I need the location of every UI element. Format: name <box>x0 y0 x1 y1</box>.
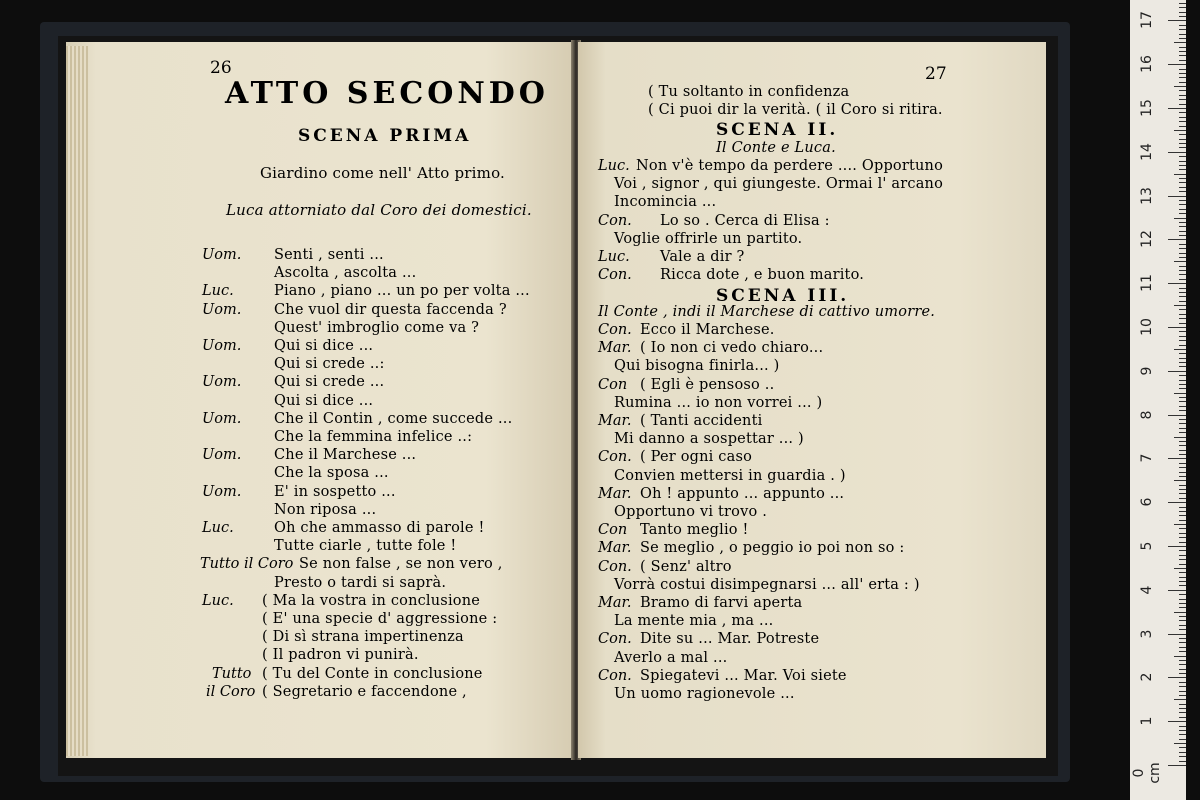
dialogue-line: Qui si dice ... <box>274 392 374 409</box>
ruler-tick <box>1179 139 1186 140</box>
ruler-tick <box>1179 537 1186 538</box>
ruler-tick <box>1179 673 1186 674</box>
ruler-tick <box>1179 410 1186 411</box>
dialogue-line: Vorrà costui disimpegnarsi ... all' erta : ) <box>614 576 920 593</box>
ruler-number: 3 <box>1139 629 1155 639</box>
ruler-tick <box>1179 38 1186 39</box>
ruler-tick <box>1179 3 1186 4</box>
ruler-tick <box>1179 51 1186 52</box>
ruler-tick <box>1179 331 1186 332</box>
dialogue-line: ( Io non ci vedo chiaro... <box>640 340 824 357</box>
ruler-tick <box>1179 161 1186 162</box>
scene-3-title: SCENA III. <box>716 286 850 306</box>
ruler-number: 17 <box>1139 11 1155 30</box>
ruler-tick <box>1168 327 1186 328</box>
ruler-number: 6 <box>1139 497 1155 507</box>
ruler-tick <box>1179 200 1186 201</box>
scene-title: SCENA PRIMA <box>298 126 472 146</box>
ruler-number: 4 <box>1139 585 1155 595</box>
act-title: ATTO SECONDO <box>225 76 549 111</box>
ruler-tick <box>1179 747 1186 748</box>
ruler-tick <box>1179 209 1186 210</box>
dialogue-line: Un uomo ragionevole ... <box>614 686 795 702</box>
ruler-tick <box>1179 47 1186 48</box>
ruler-tick <box>1179 428 1186 429</box>
ruler-tick <box>1168 765 1186 766</box>
dialogue-line: ( Ci puoi dir la verità. ( il Coro si ritira. <box>648 102 943 118</box>
dialogue-line: Se meglio , o peggio io poi non so : <box>640 540 905 557</box>
ruler-tick <box>1174 568 1186 569</box>
dialogue-line: Tanto meglio ! <box>640 522 749 539</box>
ruler-tick <box>1168 634 1186 635</box>
scene-2-title: SCENA II. <box>716 120 839 140</box>
ruler-tick <box>1168 502 1186 503</box>
dialogue-line: Spiegatevi ... Mar. Voi siete <box>640 667 847 684</box>
ruler-tick <box>1179 450 1186 451</box>
ruler-tick <box>1168 721 1186 722</box>
ruler-tick <box>1179 603 1186 604</box>
ruler-tick <box>1179 441 1186 442</box>
scene-3-direction: Il Conte , indi il Marchese di cattivo umorre. <box>598 304 936 320</box>
ruler-tick <box>1168 371 1186 372</box>
ruler-tick <box>1179 121 1186 122</box>
dialogue-line: Ricca dote , e buon marito. <box>660 267 865 284</box>
ruler-number: 5 <box>1139 541 1155 551</box>
ruler-tick <box>1179 187 1186 188</box>
ruler-tick <box>1179 235 1186 236</box>
dialogue-line: Piano , piano ... un po per volta ... <box>274 283 530 300</box>
dialogue-line: Che vuol dir questa faccenda ? <box>274 301 507 318</box>
ruler-tick <box>1179 454 1186 455</box>
ruler-tick <box>1179 301 1186 302</box>
dialogue-line: ( Egli è pensoso .. <box>640 376 775 393</box>
ruler-tick <box>1179 82 1186 83</box>
ruler-tick <box>1179 112 1186 113</box>
ruler-tick <box>1179 178 1186 179</box>
speaker-label: Mar. <box>598 413 632 429</box>
dialogue-line: ( Tanti accidenti <box>640 413 763 429</box>
ruler-tick <box>1179 204 1186 205</box>
ruler-tick <box>1179 555 1186 556</box>
ruler-tick <box>1179 511 1186 512</box>
ruler-tick <box>1168 20 1186 21</box>
ruler-tick <box>1168 196 1186 197</box>
ruler-tick <box>1179 550 1186 551</box>
ruler-number: 9 <box>1139 366 1155 376</box>
ruler-tick <box>1179 380 1186 381</box>
ruler-tick <box>1179 226 1186 227</box>
ruler-tick <box>1174 305 1186 306</box>
ruler-tick <box>1168 546 1186 547</box>
ruler-tick <box>1179 542 1186 543</box>
ruler-tick <box>1179 712 1186 713</box>
dialogue-line: ( Tu soltanto in confidenza <box>648 84 850 100</box>
ruler-tick <box>1179 686 1186 687</box>
speaker-label: Tutto <box>212 665 252 682</box>
ruler-tick <box>1179 559 1186 560</box>
dialogue-line: Averlo a mal ... <box>614 649 728 666</box>
dialogue-line: Ascolta , ascolta ... <box>274 265 417 282</box>
ruler-tick <box>1179 485 1186 486</box>
speaker-label: Luc. <box>202 592 234 609</box>
speaker-label: Mar. <box>598 340 632 357</box>
ruler-number: 12 <box>1139 230 1155 249</box>
ruler-tick <box>1179 664 1186 665</box>
ruler-tick <box>1179 90 1186 91</box>
ruler-number: 13 <box>1139 186 1155 205</box>
ruler-tick <box>1179 717 1186 718</box>
dialogue-line: ( Il padron vi punirà. <box>262 647 419 664</box>
ruler-tick <box>1179 362 1186 363</box>
ruler-number: 2 <box>1139 672 1155 682</box>
ruler-tick <box>1179 60 1186 61</box>
ruler-tick <box>1179 384 1186 385</box>
ruler-tick <box>1179 734 1186 735</box>
dialogue-line: Qui si crede ..: <box>274 356 385 373</box>
dialogue-line: Che il Marchese ... <box>274 447 417 464</box>
ruler-tick <box>1174 42 1186 43</box>
dialogue-line: Che la sposa ... <box>274 465 389 482</box>
ruler-tick <box>1174 743 1186 744</box>
ruler-tick <box>1174 349 1186 350</box>
speaker-label: Con. <box>598 667 632 684</box>
ruler-tick <box>1179 616 1186 617</box>
ruler-tick <box>1179 577 1186 578</box>
ruler-tick <box>1179 585 1186 586</box>
ruler-number: 11 <box>1139 274 1155 293</box>
ruler-tick <box>1174 699 1186 700</box>
ruler-tick <box>1179 445 1186 446</box>
ruler-tick <box>1174 393 1186 394</box>
ruler-tick <box>1179 708 1186 709</box>
ruler-tick <box>1179 625 1186 626</box>
dialogue-line: Qui bisogna finirla... ) <box>614 358 780 375</box>
speaker-label: Con <box>598 376 628 393</box>
ruler-tick <box>1179 7 1186 8</box>
ruler-tick <box>1179 244 1186 245</box>
ruler-tick <box>1174 86 1186 87</box>
ruler-tick <box>1179 476 1186 477</box>
ruler-tick <box>1179 126 1186 127</box>
ruler-tick <box>1179 165 1186 166</box>
speaker-label: Con <box>598 522 628 539</box>
ruler-tick <box>1174 656 1186 657</box>
ruler-tick <box>1179 191 1186 192</box>
scene-setting: Giardino come nell' Atto primo. <box>260 164 506 182</box>
measurement-ruler <box>1130 0 1186 800</box>
dialogue-line: Voglie offrirle un partito. <box>614 230 803 247</box>
speaker-label: Uom. <box>202 447 242 464</box>
ruler-tick <box>1174 261 1186 262</box>
dialogue-line: Presto o tardi si saprà. <box>274 574 447 591</box>
ruler-tick <box>1179 270 1186 271</box>
ruler-tick <box>1179 279 1186 280</box>
dialogue-line: Qui si dice ... <box>274 338 374 354</box>
ruler-number: 15 <box>1139 99 1155 117</box>
dialogue-line: Oh ! appunto ... appunto ... <box>640 485 845 502</box>
ruler-tick <box>1179 756 1186 757</box>
ruler-number: 1 <box>1139 716 1155 726</box>
dialogue-line: Se non false , se non vero , <box>299 556 503 573</box>
ruler-tick <box>1179 169 1186 170</box>
ruler-tick <box>1179 507 1186 508</box>
ruler-tick <box>1179 156 1186 157</box>
speaker-label: Con. <box>598 212 632 229</box>
speaker-label: Luc. <box>598 158 630 174</box>
ruler-tick <box>1179 147 1186 148</box>
ruler-tick <box>1168 239 1186 240</box>
ruler-tick <box>1179 638 1186 639</box>
ruler-tick <box>1179 594 1186 595</box>
dialogue-line: Rumina ... io non vorrei ... ) <box>614 394 823 411</box>
ruler-tick <box>1179 318 1186 319</box>
ruler-tick <box>1179 314 1186 315</box>
ruler-tick <box>1179 498 1186 499</box>
ruler-tick <box>1174 218 1186 219</box>
ruler-tick <box>1179 423 1186 424</box>
ruler-tick <box>1179 345 1186 346</box>
ruler-tick <box>1179 647 1186 648</box>
dialogue-line: Qui si crede ... <box>274 374 385 391</box>
ruler-tick <box>1179 213 1186 214</box>
ruler-tick <box>1179 288 1186 289</box>
speaker-label: Con. <box>598 449 632 466</box>
ruler-tick <box>1179 620 1186 621</box>
ruler-tick <box>1179 419 1186 420</box>
speaker-label: Uom. <box>202 338 242 354</box>
dialogue-line: ( Per ogni caso <box>640 449 753 466</box>
ruler-number: 7 <box>1139 453 1155 463</box>
dialogue-line: ( Tu del Conte in conclusione <box>262 665 483 682</box>
ruler-zero-label: 0 cm <box>1131 762 1163 784</box>
ruler-tick <box>1168 152 1186 153</box>
dialogue-line: Quest' imbroglio come va ? <box>274 319 480 336</box>
ruler-tick <box>1179 77 1186 78</box>
ruler-tick <box>1179 695 1186 696</box>
dialogue-line: La mente mia , ma ... <box>614 613 774 630</box>
ruler-tick <box>1179 248 1186 249</box>
ruler-tick <box>1179 336 1186 337</box>
ruler-tick <box>1179 669 1186 670</box>
page-edges <box>66 46 88 756</box>
ruler-tick <box>1179 104 1186 105</box>
ruler-tick <box>1179 95 1186 96</box>
ruler-tick <box>1174 524 1186 525</box>
dialogue-line: ( E' una specie d' aggressione : <box>262 611 498 627</box>
ruler-tick <box>1179 222 1186 223</box>
ruler-number: 8 <box>1139 410 1155 420</box>
ruler-tick <box>1179 73 1186 74</box>
ruler-tick <box>1179 99 1186 100</box>
ruler-tick <box>1179 274 1186 275</box>
ruler-tick <box>1179 16 1186 17</box>
ruler-tick <box>1168 458 1186 459</box>
speaker-label: Con. <box>598 322 632 338</box>
ruler-tick <box>1179 358 1186 359</box>
ruler-tick <box>1179 489 1186 490</box>
speaker-label: Luc. <box>202 283 234 300</box>
speaker-label: Uom. <box>202 301 242 318</box>
right-page-number: 27 <box>925 64 947 84</box>
ruler-tick <box>1179 117 1186 118</box>
ruler-tick <box>1179 691 1186 692</box>
ruler-tick <box>1168 283 1186 284</box>
ruler-tick <box>1179 581 1186 582</box>
speaker-label: Tutto il Coro <box>200 556 294 573</box>
ruler-tick <box>1179 472 1186 473</box>
ruler-tick <box>1168 590 1186 591</box>
ruler-tick <box>1174 437 1186 438</box>
ruler-tick <box>1179 266 1186 267</box>
ruler-tick <box>1179 432 1186 433</box>
speaker-label: Uom. <box>202 247 242 263</box>
speaker-label: Mar. <box>598 595 632 611</box>
dialogue-line: Mi danno a sospettar ... ) <box>614 431 804 448</box>
ruler-number: 16 <box>1139 55 1155 74</box>
ruler-tick <box>1179 463 1186 464</box>
ruler-tick <box>1179 309 1186 310</box>
ruler-tick <box>1174 480 1186 481</box>
ruler-tick <box>1179 375 1186 376</box>
ruler-tick <box>1179 366 1186 367</box>
ruler-tick <box>1174 130 1186 131</box>
ruler-tick <box>1168 64 1186 65</box>
speaker-label: Con. <box>598 267 632 284</box>
ruler-tick <box>1179 493 1186 494</box>
dialogue-line: Oh che ammasso di parole ! <box>274 520 485 536</box>
ruler-tick <box>1179 739 1186 740</box>
speaker-label: Mar. <box>598 540 632 557</box>
dialogue-line: Voi , signor , qui giungeste. Ormai l' arcano <box>614 176 944 193</box>
speaker-label: Con. <box>598 558 632 575</box>
dialogue-line: Ecco il Marchese. <box>640 322 775 338</box>
dialogue-line: Non v'è tempo da perdere .... Opportuno <box>636 158 944 174</box>
ruler-tick <box>1168 415 1186 416</box>
ruler-tick <box>1179 55 1186 56</box>
ruler-tick <box>1179 660 1186 661</box>
ruler-tick <box>1179 607 1186 608</box>
dialogue-line: Opportuno vi trovo . <box>614 504 768 520</box>
ruler-tick <box>1179 642 1186 643</box>
ruler-tick <box>1179 572 1186 573</box>
ruler-tick <box>1179 564 1186 565</box>
dialogue-line: Bramo di farvi aperta <box>640 595 803 611</box>
ruler-tick <box>1179 401 1186 402</box>
ruler-tick <box>1179 323 1186 324</box>
ruler-tick <box>1179 515 1186 516</box>
dialogue-line: Che il Contin , come succede ... <box>274 410 513 427</box>
ruler-tick <box>1179 353 1186 354</box>
dialogue-line: E' in sospetto ... <box>274 483 396 500</box>
ruler-tick <box>1174 174 1186 175</box>
ruler-tick <box>1179 599 1186 600</box>
ruler-tick <box>1179 406 1186 407</box>
dialogue-line: Lo so . Cerca di Elisa : <box>660 212 830 229</box>
ruler-tick <box>1179 340 1186 341</box>
ruler-tick <box>1179 520 1186 521</box>
dialogue-line: Che la femmina infelice ..: <box>274 429 473 445</box>
ruler-tick <box>1168 677 1186 678</box>
ruler-tick <box>1179 533 1186 534</box>
ruler-tick <box>1179 761 1186 762</box>
dialogue-line: ( Senz' altro <box>640 558 732 575</box>
speaker-label: Mar. <box>598 485 632 502</box>
ruler-tick <box>1179 29 1186 30</box>
dialogue-line: Senti , senti ... <box>274 247 384 263</box>
left-page-number: 26 <box>210 58 232 78</box>
ruler-tick <box>1179 752 1186 753</box>
dialogue-line: Convien mettersi in guardia . ) <box>614 467 846 484</box>
speaker-label: Luc. <box>202 520 234 536</box>
stage-direction: Luca attorniato dal Coro dei domestici. <box>226 201 532 219</box>
dialogue-line: Tutte ciarle , tutte fole ! <box>274 538 457 555</box>
ruler-tick <box>1179 296 1186 297</box>
dialogue-line: Vale a dir ? <box>660 249 745 265</box>
ruler-tick <box>1179 682 1186 683</box>
ruler-tick <box>1179 629 1186 630</box>
speaker-label: Con. <box>598 631 632 648</box>
ruler-number: 14 <box>1139 142 1155 161</box>
ruler-tick <box>1179 143 1186 144</box>
ruler-tick <box>1179 730 1186 731</box>
ruler-tick <box>1179 257 1186 258</box>
speaker-label: Uom. <box>202 374 242 391</box>
ruler-tick <box>1179 651 1186 652</box>
ruler-number: 10 <box>1139 318 1155 336</box>
dialogue-line: Dite su ... Mar. Potreste <box>640 631 820 648</box>
speaker-label: Luc. <box>598 249 630 265</box>
ruler-tick <box>1174 612 1186 613</box>
ruler-tick <box>1179 467 1186 468</box>
ruler-tick <box>1179 253 1186 254</box>
dialogue-line: ( Di sì strana impertinenza <box>262 629 464 646</box>
speaker-label: Uom. <box>202 483 242 500</box>
ruler-tick <box>1179 388 1186 389</box>
ruler-tick <box>1179 528 1186 529</box>
ruler-tick <box>1179 134 1186 135</box>
ruler-tick <box>1179 397 1186 398</box>
ruler-tick <box>1179 182 1186 183</box>
ruler-tick <box>1179 34 1186 35</box>
ruler-tick <box>1179 12 1186 13</box>
dialogue-line: ( Ma la vostra in conclusione <box>262 592 481 609</box>
speaker-label: il Coro <box>206 683 256 700</box>
scene-2-direction: Il Conte e Luca. <box>716 140 836 156</box>
dialogue-line: Incomincia ... <box>614 194 717 211</box>
ruler-tick <box>1179 726 1186 727</box>
ruler-tick <box>1168 108 1186 109</box>
dialogue-line: ( Segretario e faccendone , <box>262 683 467 700</box>
speaker-label: Uom. <box>202 410 242 427</box>
ruler-tick <box>1179 704 1186 705</box>
ruler-tick <box>1179 292 1186 293</box>
ruler-tick <box>1179 25 1186 26</box>
ruler-tick <box>1179 69 1186 70</box>
dialogue-line: Non riposa ... <box>274 501 377 518</box>
ruler-tick <box>1179 231 1186 232</box>
